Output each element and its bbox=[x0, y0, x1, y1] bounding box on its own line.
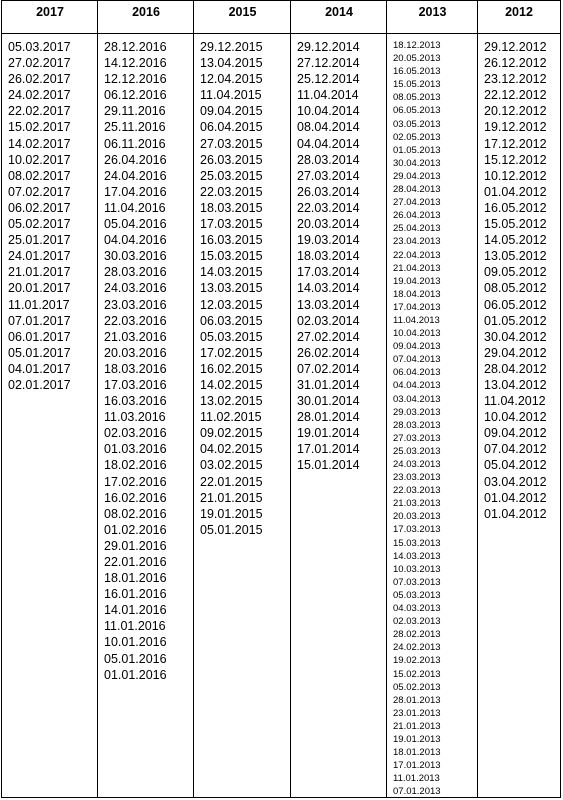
date-cell: 10.04.2012 bbox=[484, 410, 547, 425]
date-cell: 23.04.2013 bbox=[393, 236, 441, 248]
date-cell: 26.03.2014 bbox=[297, 184, 360, 199]
date-cell: 06.05.2012 bbox=[484, 297, 547, 312]
date-cell: 18.01.2013 bbox=[393, 747, 441, 759]
date-cell: 21.01.2015 bbox=[200, 490, 263, 505]
date-cell: 05.04.2012 bbox=[484, 458, 547, 473]
date-cell: 19.04.2013 bbox=[393, 275, 441, 287]
date-cell: 04.04.2016 bbox=[104, 233, 167, 248]
date-cell: 20.03.2013 bbox=[393, 511, 441, 523]
date-cell: 01.04.2012 bbox=[484, 184, 547, 199]
date-cell: 24.03.2016 bbox=[104, 281, 167, 296]
date-cell: 19.02.2013 bbox=[393, 655, 441, 667]
header-2014: 2014 bbox=[325, 5, 353, 19]
header-2015: 2015 bbox=[228, 5, 257, 19]
date-cell: 14.12.2016 bbox=[104, 56, 167, 71]
date-cell: 01.04.2012 bbox=[484, 490, 547, 505]
date-cell: 05.01.2015 bbox=[200, 522, 263, 537]
date-cell: 06.01.2017 bbox=[8, 329, 71, 344]
date-cell: 07.04.2013 bbox=[393, 354, 441, 366]
date-cell: 13.04.2015 bbox=[200, 56, 263, 71]
date-cell: 17.03.2013 bbox=[393, 524, 441, 536]
date-cell: 10.02.2017 bbox=[8, 152, 71, 167]
date-cell: 05.02.2017 bbox=[8, 217, 71, 232]
column-2015 bbox=[194, 34, 290, 797]
date-cell: 27.02.2014 bbox=[297, 329, 360, 344]
date-cell: 27.03.2013 bbox=[393, 432, 441, 444]
date-cell: 20.05.2013 bbox=[393, 53, 441, 65]
date-cell: 10.01.2016 bbox=[104, 635, 167, 650]
header-2016: 2016 bbox=[132, 5, 160, 19]
date-cell: 05.02.2013 bbox=[393, 681, 441, 693]
date-cell: 30.01.2014 bbox=[297, 394, 360, 409]
date-cell: 25.11.2016 bbox=[104, 120, 166, 135]
date-cell: 12.03.2015 bbox=[200, 297, 263, 312]
date-cell: 22.03.2014 bbox=[297, 200, 360, 215]
date-cell: 02.03.2016 bbox=[104, 426, 167, 441]
date-cell: 06.03.2015 bbox=[200, 313, 263, 328]
date-cell: 11.04.2012 bbox=[484, 394, 546, 409]
date-cell: 28.01.2014 bbox=[297, 410, 360, 425]
date-cell: 23.01.2013 bbox=[393, 707, 441, 719]
date-cell: 01.01.2016 bbox=[104, 667, 167, 682]
date-cell: 31.01.2014 bbox=[297, 377, 360, 392]
column-2012 bbox=[478, 34, 560, 797]
date-cell: 13.03.2014 bbox=[297, 297, 360, 312]
date-cell: 14.03.2014 bbox=[297, 281, 360, 296]
date-cell: 06.12.2016 bbox=[104, 88, 167, 103]
date-cell: 15.05.2013 bbox=[393, 79, 441, 91]
date-cell: 25.04.2013 bbox=[393, 223, 441, 235]
date-cell: 26.04.2016 bbox=[104, 152, 167, 167]
date-cell: 09.05.2012 bbox=[484, 265, 547, 280]
date-cell: 16.02.2016 bbox=[104, 490, 167, 505]
date-cell: 12.12.2016 bbox=[104, 72, 167, 87]
date-cell: 18.01.2016 bbox=[104, 571, 167, 586]
date-cell: 10.04.2013 bbox=[393, 328, 441, 340]
date-cell: 17.04.2016 bbox=[104, 184, 167, 199]
date-cell: 15.02.2017 bbox=[8, 120, 71, 135]
date-cell: 20.12.2012 bbox=[484, 104, 547, 119]
date-cell: 27.03.2015 bbox=[200, 136, 263, 151]
date-cell: 05.01.2017 bbox=[8, 345, 71, 360]
date-cell: 11.04.2013 bbox=[393, 314, 440, 326]
date-cell: 24.04.2016 bbox=[104, 168, 167, 183]
date-cell: 18.02.2016 bbox=[104, 458, 167, 473]
date-cell: 29.03.2013 bbox=[393, 406, 441, 418]
date-cell: 16.02.2015 bbox=[200, 361, 263, 376]
date-cell: 14.02.2017 bbox=[8, 136, 71, 151]
date-cell: 08.02.2017 bbox=[8, 168, 71, 183]
date-cell: 21.03.2013 bbox=[393, 498, 441, 510]
date-cell: 21.01.2017 bbox=[8, 265, 71, 280]
header-2017: 2017 bbox=[36, 5, 64, 19]
date-cell: 29.04.2012 bbox=[484, 345, 547, 360]
date-cell: 06.02.2017 bbox=[8, 200, 71, 215]
date-cell: 28.03.2013 bbox=[393, 419, 441, 431]
date-cell: 18.03.2014 bbox=[297, 249, 360, 264]
date-cell: 07.04.2012 bbox=[484, 442, 547, 457]
date-cell: 12.04.2015 bbox=[200, 72, 263, 87]
column-2017 bbox=[2, 34, 97, 797]
date-cell: 20.03.2014 bbox=[297, 217, 360, 232]
date-cell: 11.04.2014 bbox=[297, 88, 359, 103]
date-cell: 11.01.2017 bbox=[8, 297, 70, 312]
column-2013 bbox=[387, 34, 477, 797]
date-cell: 16.03.2016 bbox=[104, 394, 167, 409]
date-cell: 02.03.2013 bbox=[393, 616, 441, 628]
date-cell: 11.02.2015 bbox=[200, 410, 262, 425]
date-cell: 20.03.2016 bbox=[104, 345, 167, 360]
date-cell: 14.02.2015 bbox=[200, 377, 263, 392]
date-cell: 23.03.2013 bbox=[393, 472, 441, 484]
date-cell: 09.02.2015 bbox=[200, 426, 263, 441]
date-cell: 24.02.2017 bbox=[8, 88, 71, 103]
date-cell: 22.12.2012 bbox=[484, 88, 547, 103]
date-cell: 16.01.2016 bbox=[104, 587, 167, 602]
date-cell: 05.03.2015 bbox=[200, 329, 263, 344]
date-cell: 30.04.2012 bbox=[484, 329, 547, 344]
date-cell: 05.04.2016 bbox=[104, 217, 167, 232]
date-cell: 27.04.2013 bbox=[393, 197, 441, 209]
date-cell: 25.03.2013 bbox=[393, 445, 441, 457]
date-cell: 13.04.2012 bbox=[484, 377, 547, 392]
date-cell: 08.04.2014 bbox=[297, 120, 360, 135]
date-cell: 28.04.2012 bbox=[484, 361, 547, 376]
date-cell: 15.01.2014 bbox=[297, 458, 360, 473]
date-cell: 07.03.2013 bbox=[393, 576, 441, 588]
date-cell: 03.05.2013 bbox=[393, 118, 441, 130]
date-cell: 02.01.2017 bbox=[8, 377, 71, 392]
date-cell: 11.04.2016 bbox=[104, 200, 166, 215]
date-cell: 28.02.2013 bbox=[393, 629, 441, 641]
date-cell: 28.04.2013 bbox=[393, 184, 441, 196]
date-cell: 24.02.2013 bbox=[393, 642, 441, 654]
date-cell: 15.03.2015 bbox=[200, 249, 263, 264]
date-cell: 28.03.2014 bbox=[297, 152, 360, 167]
date-cell: 18.03.2015 bbox=[200, 200, 263, 215]
date-cell: 19.01.2013 bbox=[393, 733, 441, 745]
date-cell: 08.05.2012 bbox=[484, 281, 547, 296]
date-cell: 26.03.2015 bbox=[200, 152, 263, 167]
date-cell: 01.04.2012 bbox=[484, 506, 547, 521]
date-cell: 19.12.2012 bbox=[484, 120, 547, 135]
date-cell: 29.04.2013 bbox=[393, 170, 441, 182]
date-cell: 06.04.2015 bbox=[200, 120, 263, 135]
date-cell: 09.04.2012 bbox=[484, 426, 547, 441]
date-cell: 11.01.2013 bbox=[393, 773, 440, 785]
date-cell: 17.03.2014 bbox=[297, 265, 360, 280]
date-cell: 13.05.2012 bbox=[484, 249, 547, 264]
date-cell: 14.03.2015 bbox=[200, 265, 263, 280]
header-2013: 2013 bbox=[418, 5, 447, 19]
date-cell: 10.04.2014 bbox=[297, 104, 360, 119]
date-cell: 27.03.2014 bbox=[297, 168, 360, 183]
date-cell: 03.02.2015 bbox=[200, 458, 263, 473]
date-cell: 28.12.2016 bbox=[104, 40, 167, 54]
date-cell: 22.02.2017 bbox=[8, 104, 71, 119]
date-cell: 02.05.2013 bbox=[393, 131, 441, 143]
date-cell: 20.01.2017 bbox=[8, 281, 71, 296]
date-cell: 27.12.2014 bbox=[297, 56, 360, 71]
header-2012: 2012 bbox=[505, 5, 533, 19]
date-cell: 22.04.2013 bbox=[393, 249, 441, 261]
date-cell: 29.12.2014 bbox=[297, 40, 360, 54]
date-cell: 17.04.2013 bbox=[393, 301, 441, 313]
date-cell: 22.03.2015 bbox=[200, 184, 263, 199]
date-cell: 04.01.2017 bbox=[8, 361, 71, 376]
date-cell: 16.05.2012 bbox=[484, 200, 547, 215]
date-cell: 23.12.2012 bbox=[484, 72, 547, 87]
date-cell: 17.01.2014 bbox=[297, 442, 360, 457]
date-cell: 01.05.2012 bbox=[484, 313, 547, 328]
date-cell: 07.02.2014 bbox=[297, 361, 360, 376]
date-cell: 10.03.2013 bbox=[393, 563, 441, 575]
date-cell: 08.05.2013 bbox=[393, 92, 441, 104]
date-cell: 10.12.2012 bbox=[484, 168, 547, 183]
date-cell: 15.05.2012 bbox=[484, 217, 547, 232]
date-cell: 17.03.2015 bbox=[200, 217, 263, 232]
date-cell: 25.03.2015 bbox=[200, 168, 263, 183]
date-cell: 04.04.2013 bbox=[393, 380, 441, 392]
date-cell: 24.01.2017 bbox=[8, 249, 71, 264]
date-cell: 17.02.2016 bbox=[104, 474, 167, 489]
date-cell: 13.02.2015 bbox=[200, 394, 263, 409]
date-cell: 19.01.2014 bbox=[297, 426, 360, 441]
date-cell: 27.02.2017 bbox=[8, 56, 71, 71]
date-cell: 15.02.2013 bbox=[393, 668, 441, 680]
date-cell: 06.11.2016 bbox=[104, 136, 166, 151]
date-cell: 18.12.2013 bbox=[393, 40, 441, 51]
date-cell: 06.04.2013 bbox=[393, 367, 441, 379]
date-cell: 23.03.2016 bbox=[104, 297, 167, 312]
date-cell: 28.01.2013 bbox=[393, 694, 441, 706]
date-cell: 16.05.2013 bbox=[393, 66, 441, 78]
date-cell: 25.12.2014 bbox=[297, 72, 360, 87]
date-cell: 07.01.2013 bbox=[393, 786, 441, 797]
date-cell: 02.03.2014 bbox=[297, 313, 360, 328]
date-cell: 17.02.2015 bbox=[200, 345, 263, 360]
date-cell: 29.01.2016 bbox=[104, 538, 167, 553]
date-cell: 26.12.2012 bbox=[484, 56, 547, 71]
date-cell: 07.02.2017 bbox=[8, 184, 71, 199]
date-cell: 26.02.2017 bbox=[8, 72, 71, 87]
date-cell: 01.02.2016 bbox=[104, 522, 167, 537]
date-cell: 16.03.2015 bbox=[200, 233, 263, 248]
date-cell: 14.01.2016 bbox=[104, 603, 167, 618]
date-cell: 08.02.2016 bbox=[104, 506, 167, 521]
date-cell: 11.04.2015 bbox=[200, 88, 262, 103]
date-cell: 17.03.2016 bbox=[104, 377, 167, 392]
date-cell: 05.01.2016 bbox=[104, 651, 167, 666]
date-cell: 06.05.2013 bbox=[393, 105, 441, 117]
date-cell: 15.03.2013 bbox=[393, 537, 441, 549]
date-cell: 14.05.2012 bbox=[484, 233, 547, 248]
date-cell: 01.03.2016 bbox=[104, 442, 167, 457]
date-cell: 30.04.2013 bbox=[393, 157, 441, 169]
date-cell: 11.01.2016 bbox=[104, 619, 166, 634]
date-cell: 09.04.2015 bbox=[200, 104, 263, 119]
date-cell: 15.12.2012 bbox=[484, 152, 547, 167]
date-cell: 17.01.2013 bbox=[393, 760, 441, 772]
date-cell: 01.05.2013 bbox=[393, 144, 441, 156]
date-cell: 05.03.2013 bbox=[393, 589, 441, 601]
date-cell: 25.01.2017 bbox=[8, 233, 71, 248]
date-cell: 04.02.2015 bbox=[200, 442, 263, 457]
date-cell: 05.03.2017 bbox=[8, 40, 71, 54]
date-cell: 04.03.2013 bbox=[393, 603, 441, 615]
date-cell: 11.03.2016 bbox=[104, 410, 166, 425]
date-cell: 18.03.2016 bbox=[104, 361, 167, 376]
date-cell: 03.04.2012 bbox=[484, 474, 547, 489]
date-cell: 17.12.2012 bbox=[484, 136, 547, 151]
date-cell: 14.03.2013 bbox=[393, 550, 441, 562]
date-cell: 19.03.2014 bbox=[297, 233, 360, 248]
date-cell: 29.11.2016 bbox=[104, 104, 166, 119]
date-cell: 26.02.2014 bbox=[297, 345, 360, 360]
date-cell: 07.01.2017 bbox=[8, 313, 71, 328]
column-2014 bbox=[291, 34, 386, 797]
date-cell: 30.03.2016 bbox=[104, 249, 167, 264]
date-cell: 28.03.2016 bbox=[104, 265, 167, 280]
date-cell: 29.12.2012 bbox=[484, 40, 547, 54]
date-cell: 21.03.2016 bbox=[104, 329, 167, 344]
date-cell: 26.04.2013 bbox=[393, 210, 441, 222]
date-cell: 09.04.2013 bbox=[393, 341, 441, 353]
date-cell: 22.01.2016 bbox=[104, 555, 167, 569]
date-cell: 22.03.2016 bbox=[104, 313, 167, 328]
dates-table bbox=[1, 0, 561, 798]
date-cell: 13.03.2015 bbox=[200, 281, 263, 296]
date-cell: 04.04.2014 bbox=[297, 136, 360, 151]
date-cell: 29.12.2015 bbox=[200, 40, 263, 54]
date-cell: 19.01.2015 bbox=[200, 506, 263, 521]
date-cell: 22.03.2013 bbox=[393, 485, 441, 497]
date-cell: 18.04.2013 bbox=[393, 288, 441, 300]
date-cell: 21.01.2013 bbox=[393, 720, 441, 732]
date-cell: 03.04.2013 bbox=[393, 393, 441, 405]
date-cell: 22.01.2015 bbox=[200, 474, 263, 489]
date-cell: 21.04.2013 bbox=[393, 262, 441, 274]
date-cell: 24.03.2013 bbox=[393, 459, 441, 470]
column-2016 bbox=[98, 34, 193, 797]
